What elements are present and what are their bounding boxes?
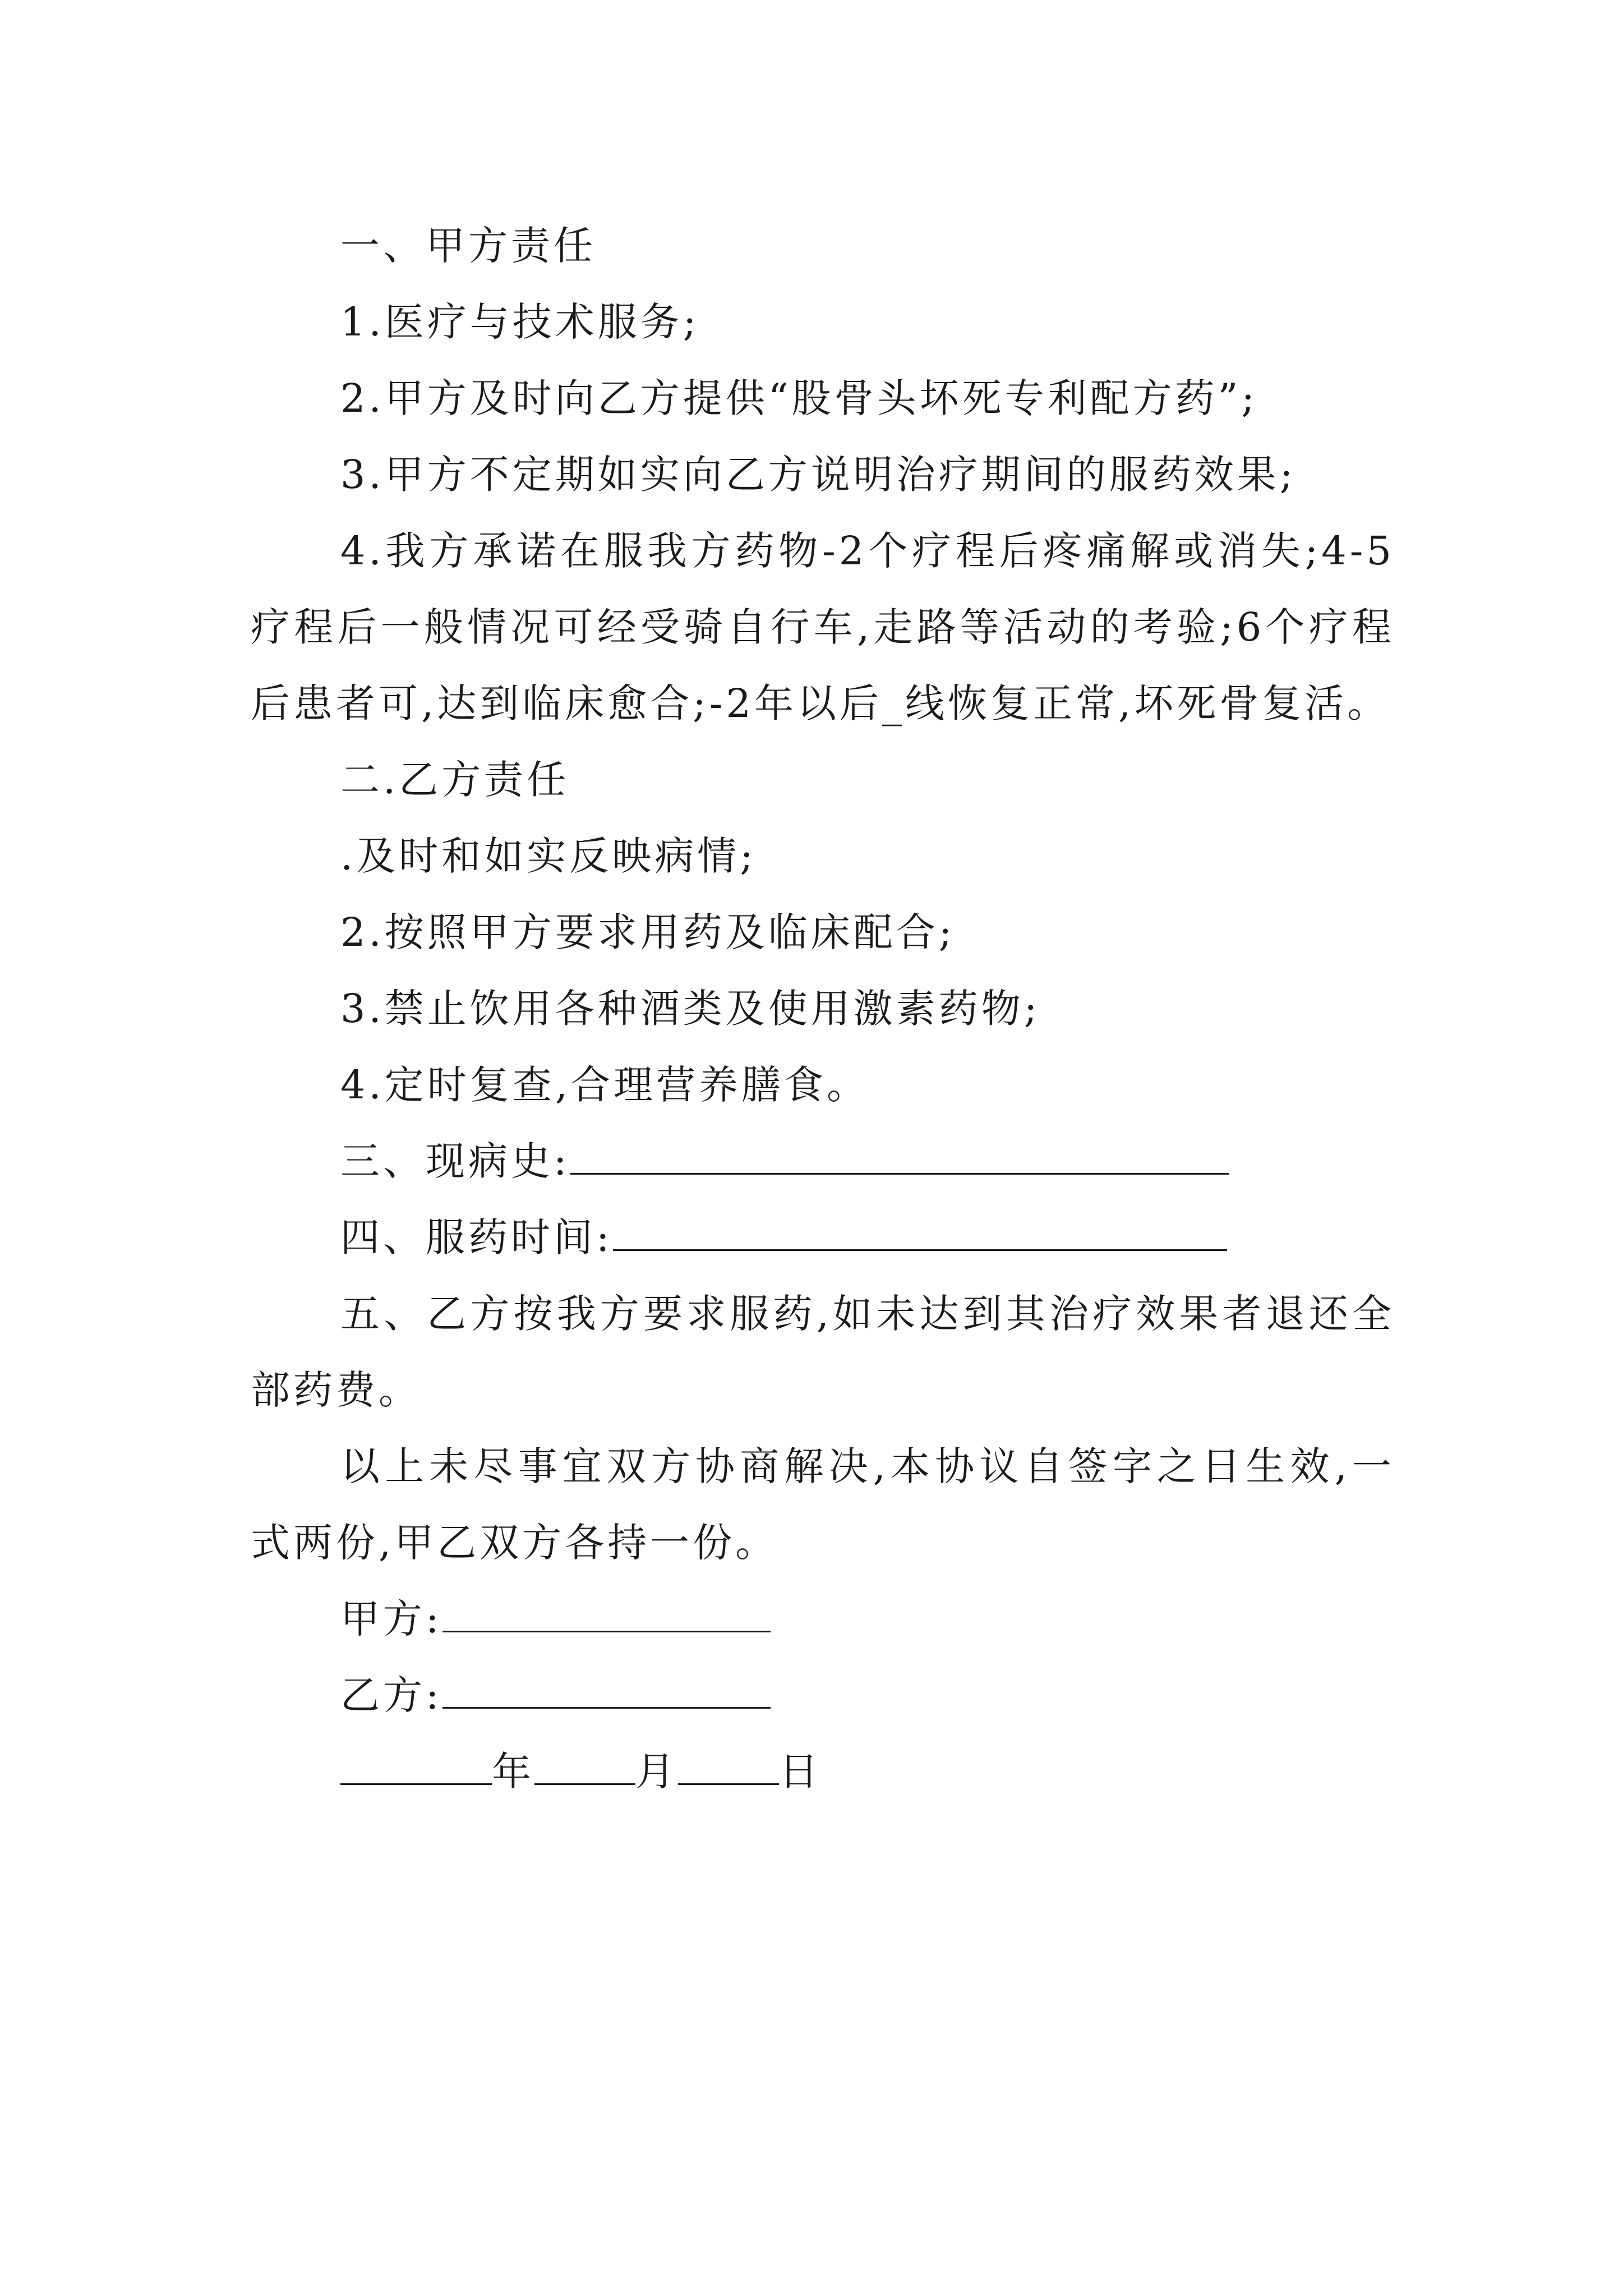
month-label: 月 bbox=[635, 1749, 678, 1795]
party-a-row bbox=[251, 1581, 1395, 1657]
medication-time-row bbox=[251, 1199, 1395, 1276]
section-5-text: 五、乙方按我方要求服药,如未达到其治疗效果者退还全部药费。 bbox=[251, 1291, 1395, 1413]
medical-history-row bbox=[251, 1123, 1395, 1199]
day-label: 日 bbox=[779, 1749, 822, 1795]
section-1-item-1: 1.医疗与技术服务; bbox=[340, 299, 700, 345]
party-a-label: 甲方: bbox=[340, 1596, 442, 1642]
month-blank[interactable] bbox=[534, 1750, 635, 1785]
closing-text: 以上未尽事宜双方协商解决,本协议自签字之日生效,一式两份,甲乙双方各持一份。 bbox=[251, 1443, 1395, 1566]
medication-time-label: 四、服药时间: bbox=[340, 1214, 613, 1260]
medical-history-blank[interactable] bbox=[570, 1139, 1229, 1175]
party-b-label: 乙方: bbox=[340, 1672, 442, 1718]
section-2-item-2: 2.按照甲方要求用药及临床配合; bbox=[340, 909, 956, 955]
party-a-signature-blank[interactable] bbox=[442, 1597, 771, 1632]
section-2-item-4: 4.定时复查,合理营养膳食。 bbox=[340, 1062, 870, 1108]
section-1-item-3: 3.甲方不定期如实向乙方说明治疗期间的服药效果; bbox=[340, 452, 1297, 498]
party-b-signature-blank[interactable] bbox=[442, 1673, 771, 1709]
date-row bbox=[251, 1733, 1395, 1810]
section-2-item-1: .及时和如实反映病情; bbox=[340, 833, 757, 879]
day-blank[interactable] bbox=[678, 1750, 779, 1785]
agreement-body bbox=[251, 208, 1395, 1810]
section-2-title: 二.乙方责任 bbox=[340, 757, 570, 803]
section-1-item-2: 2.甲方及时向乙方提供“股骨头坏死专利配方药”; bbox=[340, 375, 1258, 421]
section-1-title: 一、甲方责任 bbox=[340, 223, 596, 269]
section-2-item-3: 3.禁止饮用各种酒类及使用激素药物; bbox=[340, 986, 1041, 1032]
party-b-row bbox=[251, 1657, 1395, 1733]
section-1-item-4: 4.我方承诺在服我方药物-2个疗程后疼痛解或消失;4-5疗程后一般情况可经受骑自行车,走路等活动的考验;6个疗程后患者可,达到临床愈合;-2年以后_线恢复正常,坏死骨复活。 bbox=[251, 528, 1395, 726]
year-label: 年 bbox=[492, 1749, 534, 1795]
medication-time-blank[interactable] bbox=[613, 1216, 1227, 1251]
year-blank[interactable] bbox=[340, 1750, 492, 1785]
medical-history-label: 三、现病史: bbox=[340, 1138, 570, 1184]
